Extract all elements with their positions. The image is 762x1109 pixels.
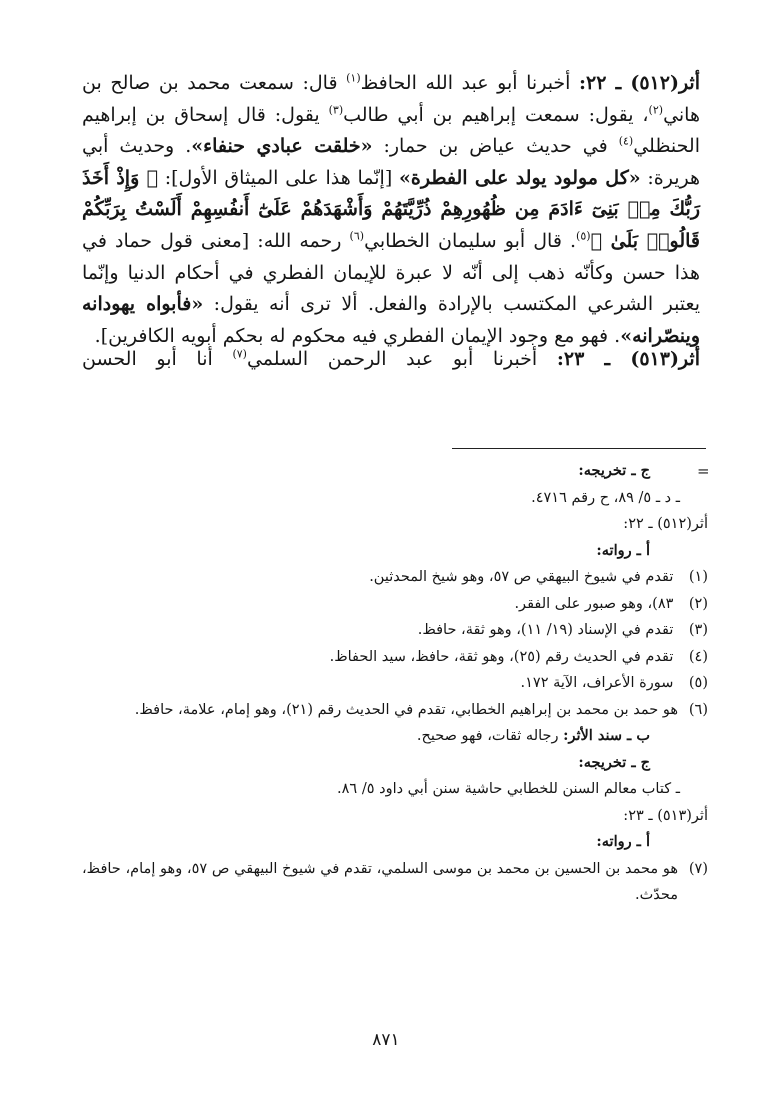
- footnote-number: (٢): [688, 595, 708, 612]
- footnote-ref-6: (٦): [349, 229, 365, 243]
- footnote-ref-2: (٢): [648, 103, 664, 117]
- text-run: . وحديث أبي هريرة:: [82, 135, 701, 189]
- footnote-number: (٦): [688, 701, 708, 718]
- text-run: قال: سمعت محمد بن صالح بن هاني: [82, 72, 700, 126]
- takhrij-line: ـ د ـ ٥/ ٨٩، ح رقم ٤٧١٦.: [531, 489, 680, 506]
- heading-takhrij: ج ـ تخريجه:: [578, 462, 650, 479]
- footnote-text: ٨٣)، وهو صبور على الفقر.: [514, 595, 674, 612]
- athar-512-paragraph: [82, 68, 700, 352]
- footnote-number: (٥): [688, 675, 708, 691]
- page-number: ٨٧١: [372, 1030, 400, 1050]
- footnote-ref-5: (٥): [576, 229, 591, 243]
- footnote-text: تقدم في شيوخ البيهقي ص ٥٧، وهو شيخ المحدثين.: [369, 569, 674, 585]
- footnote-ref-1: (١): [346, 71, 361, 85]
- hadith-quote-2: «كل مولود يولد على الفطرة»: [399, 166, 641, 189]
- sanad-text: رجاله ثقات، فهو صحيح.: [416, 728, 564, 744]
- hadith-quote-1: «خلقت عبادي حنفاء»: [191, 135, 373, 158]
- footnote-ref-4: (٤): [618, 134, 634, 148]
- footnote-text: هو حمد بن محمد بن إبراهيم الخطابي، تقدم في الحديث رقم (٢١)، وهو إمام، علامة، حافظ.: [134, 701, 678, 718]
- footnote-item: [82, 591, 708, 618]
- main-text: [82, 68, 700, 352]
- text-run: أخبرنا أبو عبد الله الحافظ: [360, 72, 580, 94]
- athar-512-label: أثر(٥١٢) ـ ٢٢:: [579, 72, 700, 94]
- sanad-label: ب ـ سند الأثر:: [563, 727, 650, 744]
- quran-verse: ﴿ وَإِذْ أَخَذَ رَبُّكَ مِنۢ بَنِىٓ ءَادَمَ مِن ظُهُورِهِمْ ذُرِّيَّتَهُمْ وَأَشْهَدَهُمْ عَلَىٰٓ أَنفُسِهِمْ أَلَسْتُ بِرَبِّكُمْ قَالُوا۟ بَلَىٰ ﴾: [82, 166, 701, 252]
- heading-ruwat: أ ـ رواته:: [596, 541, 650, 559]
- footnote-ref-7: (٧): [232, 347, 247, 361]
- footnote-item: [82, 617, 708, 644]
- heading-takhrij-2: ج ـ تخريجه:: [578, 753, 650, 771]
- text-run: أنا أبو الحسن: [82, 348, 233, 370]
- footnote-ref-3: (٣): [328, 103, 344, 117]
- text-run: ، يقول: سمعت إبراهيم بن أبي طالب: [343, 103, 649, 126]
- footnote-number: (٧): [688, 860, 708, 877]
- text-run: . قال أبو سليمان الخطابي: [364, 229, 577, 252]
- footnote-item: [82, 670, 708, 697]
- text-run: . فهو مع وجود الإيمان الفطري فيه محكوم له بحكم أبويه الكافرين].: [94, 324, 621, 347]
- text-run: أخبرنا أبو عبد الرحمن السلمي: [246, 348, 557, 370]
- footnote-item: [82, 697, 708, 724]
- text-run: في حديث عياض بن حمار:: [372, 135, 619, 158]
- footnotes: [82, 458, 708, 909]
- footnote-item: [82, 856, 708, 909]
- athar-513-label: أثر(٥١٣) ـ ٢٣:: [556, 348, 700, 370]
- hadith-quote-3: «فأبواه يهودانه وينصّرانه»: [82, 293, 700, 347]
- footnote-number: (٤): [688, 648, 708, 665]
- takhrij-line-2: ـ كتاب معالم السنن للخطابي حاشية سنن أبي داود ٥/ ٨٦.: [337, 781, 680, 797]
- footnote-text: تقدم في الإسناد (١٩/ ١١)، وهو ثقة، حافظ.: [417, 622, 674, 638]
- heading-ruwat-2: أ ـ رواته:: [596, 833, 650, 850]
- text-run: يقول: قال إسحاق بن إبراهيم الحنظلي: [82, 103, 700, 158]
- footnote-text: سورة الأعراف، الآية ١٧٢.: [520, 675, 674, 691]
- athar-513-ref: أثر(٥١٣) ـ ٢٣:: [623, 807, 708, 824]
- athar-512-ref: أثر(٥١٢) ـ ٢٢:: [623, 516, 708, 532]
- sanad-line: [82, 723, 708, 750]
- text-run: [إنّما هذا على الميثاق الأول]:: [157, 166, 399, 189]
- footnote-separator: [452, 448, 706, 449]
- footnote-item: [82, 564, 708, 591]
- text-run: رحمه الله: [معنى قول حماد في هذا حسن وكأنّه ذهب إلى أنّه لا عبرة للإيمان الفطري في أحكام الدنيا وإنّما يعتبر الشرعي المكتسب بالإرادة والفعل. ألا ترى أنه يقول:: [82, 229, 700, 316]
- footnote-number: (٣): [688, 622, 708, 638]
- footnote-text: تقدم في الحديث رقم (٢٥)، وهو ثقة، حافظ، سيد الحفاظ.: [329, 648, 674, 665]
- footnote-number: (١): [688, 569, 708, 585]
- continuation-mark: =: [697, 462, 710, 480]
- footnote-item: [82, 644, 708, 671]
- athar-513-line: [82, 344, 700, 375]
- footnote-text: هو محمد بن الحسين بن محمد بن موسى السلمي، تقدم في شيوخ البيهقي ص ٥٧، وهو إمام، حافظ، محدّث.: [82, 860, 678, 903]
